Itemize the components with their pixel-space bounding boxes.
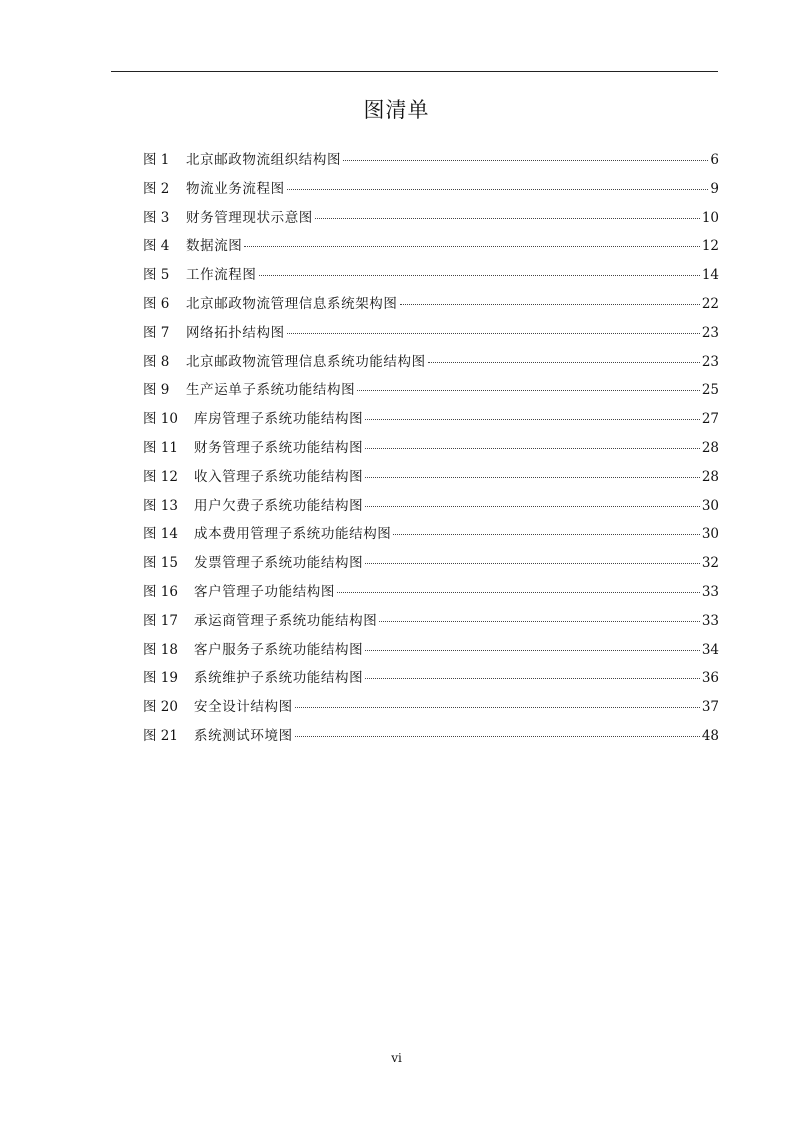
dot-leader bbox=[365, 476, 700, 478]
figure-title: 工作流程图 bbox=[186, 267, 257, 284]
figure-title: 发票管理子系统功能结构图 bbox=[194, 555, 364, 572]
dot-leader bbox=[287, 332, 700, 334]
figure-title: 客户管理子功能结构图 bbox=[194, 583, 335, 600]
figure-entry[interactable] bbox=[143, 636, 719, 665]
figure-list bbox=[143, 146, 719, 751]
figure-entry[interactable] bbox=[143, 204, 719, 233]
dot-leader bbox=[315, 217, 700, 219]
figure-number: 图 15 bbox=[143, 555, 178, 572]
dot-leader bbox=[365, 649, 700, 651]
footer-page-number: vi bbox=[391, 1051, 402, 1065]
figure-number: 图 17 bbox=[143, 612, 178, 629]
page-number: 33 bbox=[701, 612, 719, 629]
figure-number: 图 5 bbox=[143, 267, 170, 284]
figure-number: 图 7 bbox=[143, 324, 170, 341]
figure-number: 图 12 bbox=[143, 468, 178, 485]
figure-entry[interactable] bbox=[143, 492, 719, 521]
dot-leader bbox=[337, 591, 700, 593]
page-number: 23 bbox=[701, 324, 719, 341]
figure-number: 图 2 bbox=[143, 180, 170, 197]
dot-leader bbox=[357, 389, 700, 391]
dot-leader bbox=[365, 418, 700, 420]
page-number: 30 bbox=[701, 497, 719, 514]
figure-number: 图 3 bbox=[143, 209, 170, 226]
figure-number: 图 16 bbox=[143, 583, 178, 600]
dot-leader bbox=[379, 620, 700, 622]
figure-entry[interactable] bbox=[143, 319, 719, 348]
figure-entry[interactable] bbox=[143, 463, 719, 492]
figure-title: 用户欠费子系统功能结构图 bbox=[194, 497, 364, 514]
figure-entry[interactable] bbox=[143, 520, 719, 549]
figure-number: 图 14 bbox=[143, 526, 178, 543]
figure-entry[interactable] bbox=[143, 290, 719, 319]
dot-leader bbox=[365, 677, 700, 679]
figure-title: 物流业务流程图 bbox=[186, 180, 285, 197]
figure-title: 收入管理子系统功能结构图 bbox=[194, 468, 364, 485]
figure-title: 成本费用管理子系统功能结构图 bbox=[194, 526, 392, 543]
figure-number: 图 1 bbox=[143, 152, 170, 168]
page-number: 23 bbox=[701, 353, 719, 370]
page-number: 48 bbox=[701, 727, 719, 744]
page-number: 22 bbox=[701, 295, 719, 312]
header-rule bbox=[111, 71, 718, 72]
page-number: 12 bbox=[701, 238, 719, 255]
figure-entry[interactable] bbox=[143, 348, 719, 377]
page-number: 28 bbox=[701, 468, 719, 485]
figure-title: 库房管理子系统功能结构图 bbox=[194, 411, 364, 428]
page-title: 图清单 bbox=[363, 98, 430, 122]
dot-leader bbox=[400, 303, 700, 305]
figure-entry[interactable] bbox=[143, 405, 719, 434]
dot-leader bbox=[365, 562, 700, 564]
figure-title: 北京邮政物流管理信息系统功能结构图 bbox=[186, 353, 426, 370]
figure-title: 北京邮政物流组织结构图 bbox=[186, 152, 342, 168]
figure-entry[interactable] bbox=[143, 175, 719, 204]
page-number: 36 bbox=[701, 670, 719, 687]
figure-entry[interactable] bbox=[143, 376, 719, 405]
dot-leader bbox=[295, 735, 700, 737]
page-number: 30 bbox=[701, 526, 719, 543]
figure-number: 图 13 bbox=[143, 497, 178, 514]
dot-leader bbox=[287, 188, 709, 190]
dot-leader bbox=[259, 274, 700, 276]
page-number: 28 bbox=[701, 439, 719, 456]
dot-leader bbox=[343, 159, 708, 161]
figure-entry[interactable] bbox=[143, 434, 719, 463]
page-number: 25 bbox=[701, 382, 719, 399]
figure-entry[interactable] bbox=[143, 261, 719, 290]
figure-number: 图 21 bbox=[143, 727, 178, 744]
figure-number: 图 19 bbox=[143, 670, 178, 687]
figure-entry[interactable] bbox=[143, 722, 719, 751]
page-number: 32 bbox=[701, 555, 719, 572]
figure-entry[interactable] bbox=[143, 693, 719, 722]
figure-number: 图 4 bbox=[143, 238, 170, 255]
figure-number: 图 6 bbox=[143, 295, 170, 312]
figure-entry[interactable] bbox=[143, 578, 719, 607]
dot-leader bbox=[365, 505, 700, 507]
dot-leader bbox=[393, 533, 699, 535]
figure-title: 系统维护子系统功能结构图 bbox=[194, 670, 364, 687]
figure-title: 财务管理现状示意图 bbox=[186, 209, 313, 226]
figure-number: 图 10 bbox=[143, 411, 178, 428]
figure-entry[interactable] bbox=[143, 549, 719, 578]
page-number: 34 bbox=[701, 641, 719, 658]
figure-title: 承运商管理子系统功能结构图 bbox=[194, 612, 378, 629]
figure-entry[interactable] bbox=[143, 664, 719, 693]
page-number: 33 bbox=[701, 583, 719, 600]
figure-title: 安全设计结构图 bbox=[194, 699, 293, 716]
figure-title: 生产运单子系统功能结构图 bbox=[186, 382, 356, 399]
figure-title: 客户服务子系统功能结构图 bbox=[194, 641, 364, 658]
figure-number: 图 8 bbox=[143, 353, 170, 370]
page-number: 37 bbox=[701, 699, 719, 716]
page-number: 6 bbox=[710, 152, 719, 168]
figure-number: 图 9 bbox=[143, 382, 170, 399]
figure-title: 系统测试环境图 bbox=[194, 727, 293, 744]
page-number: 9 bbox=[710, 180, 719, 197]
figure-title: 网络拓扑结构图 bbox=[186, 324, 285, 341]
figure-title: 财务管理子系统功能结构图 bbox=[194, 439, 364, 456]
figure-entry[interactable] bbox=[143, 146, 719, 175]
figure-title: 数据流图 bbox=[186, 238, 243, 255]
figure-number: 图 11 bbox=[143, 439, 178, 456]
dot-leader bbox=[365, 447, 700, 449]
page-number: 27 bbox=[701, 411, 719, 428]
page-number: 10 bbox=[701, 209, 719, 226]
figure-number: 图 18 bbox=[143, 641, 178, 658]
dot-leader bbox=[428, 361, 700, 363]
figure-entry[interactable] bbox=[143, 232, 719, 261]
figure-title: 北京邮政物流管理信息系统架构图 bbox=[186, 295, 398, 312]
page-number: 14 bbox=[701, 267, 719, 284]
figure-entry[interactable] bbox=[143, 607, 719, 636]
dot-leader bbox=[295, 706, 700, 708]
dot-leader bbox=[244, 245, 699, 247]
figure-number: 图 20 bbox=[143, 699, 178, 716]
